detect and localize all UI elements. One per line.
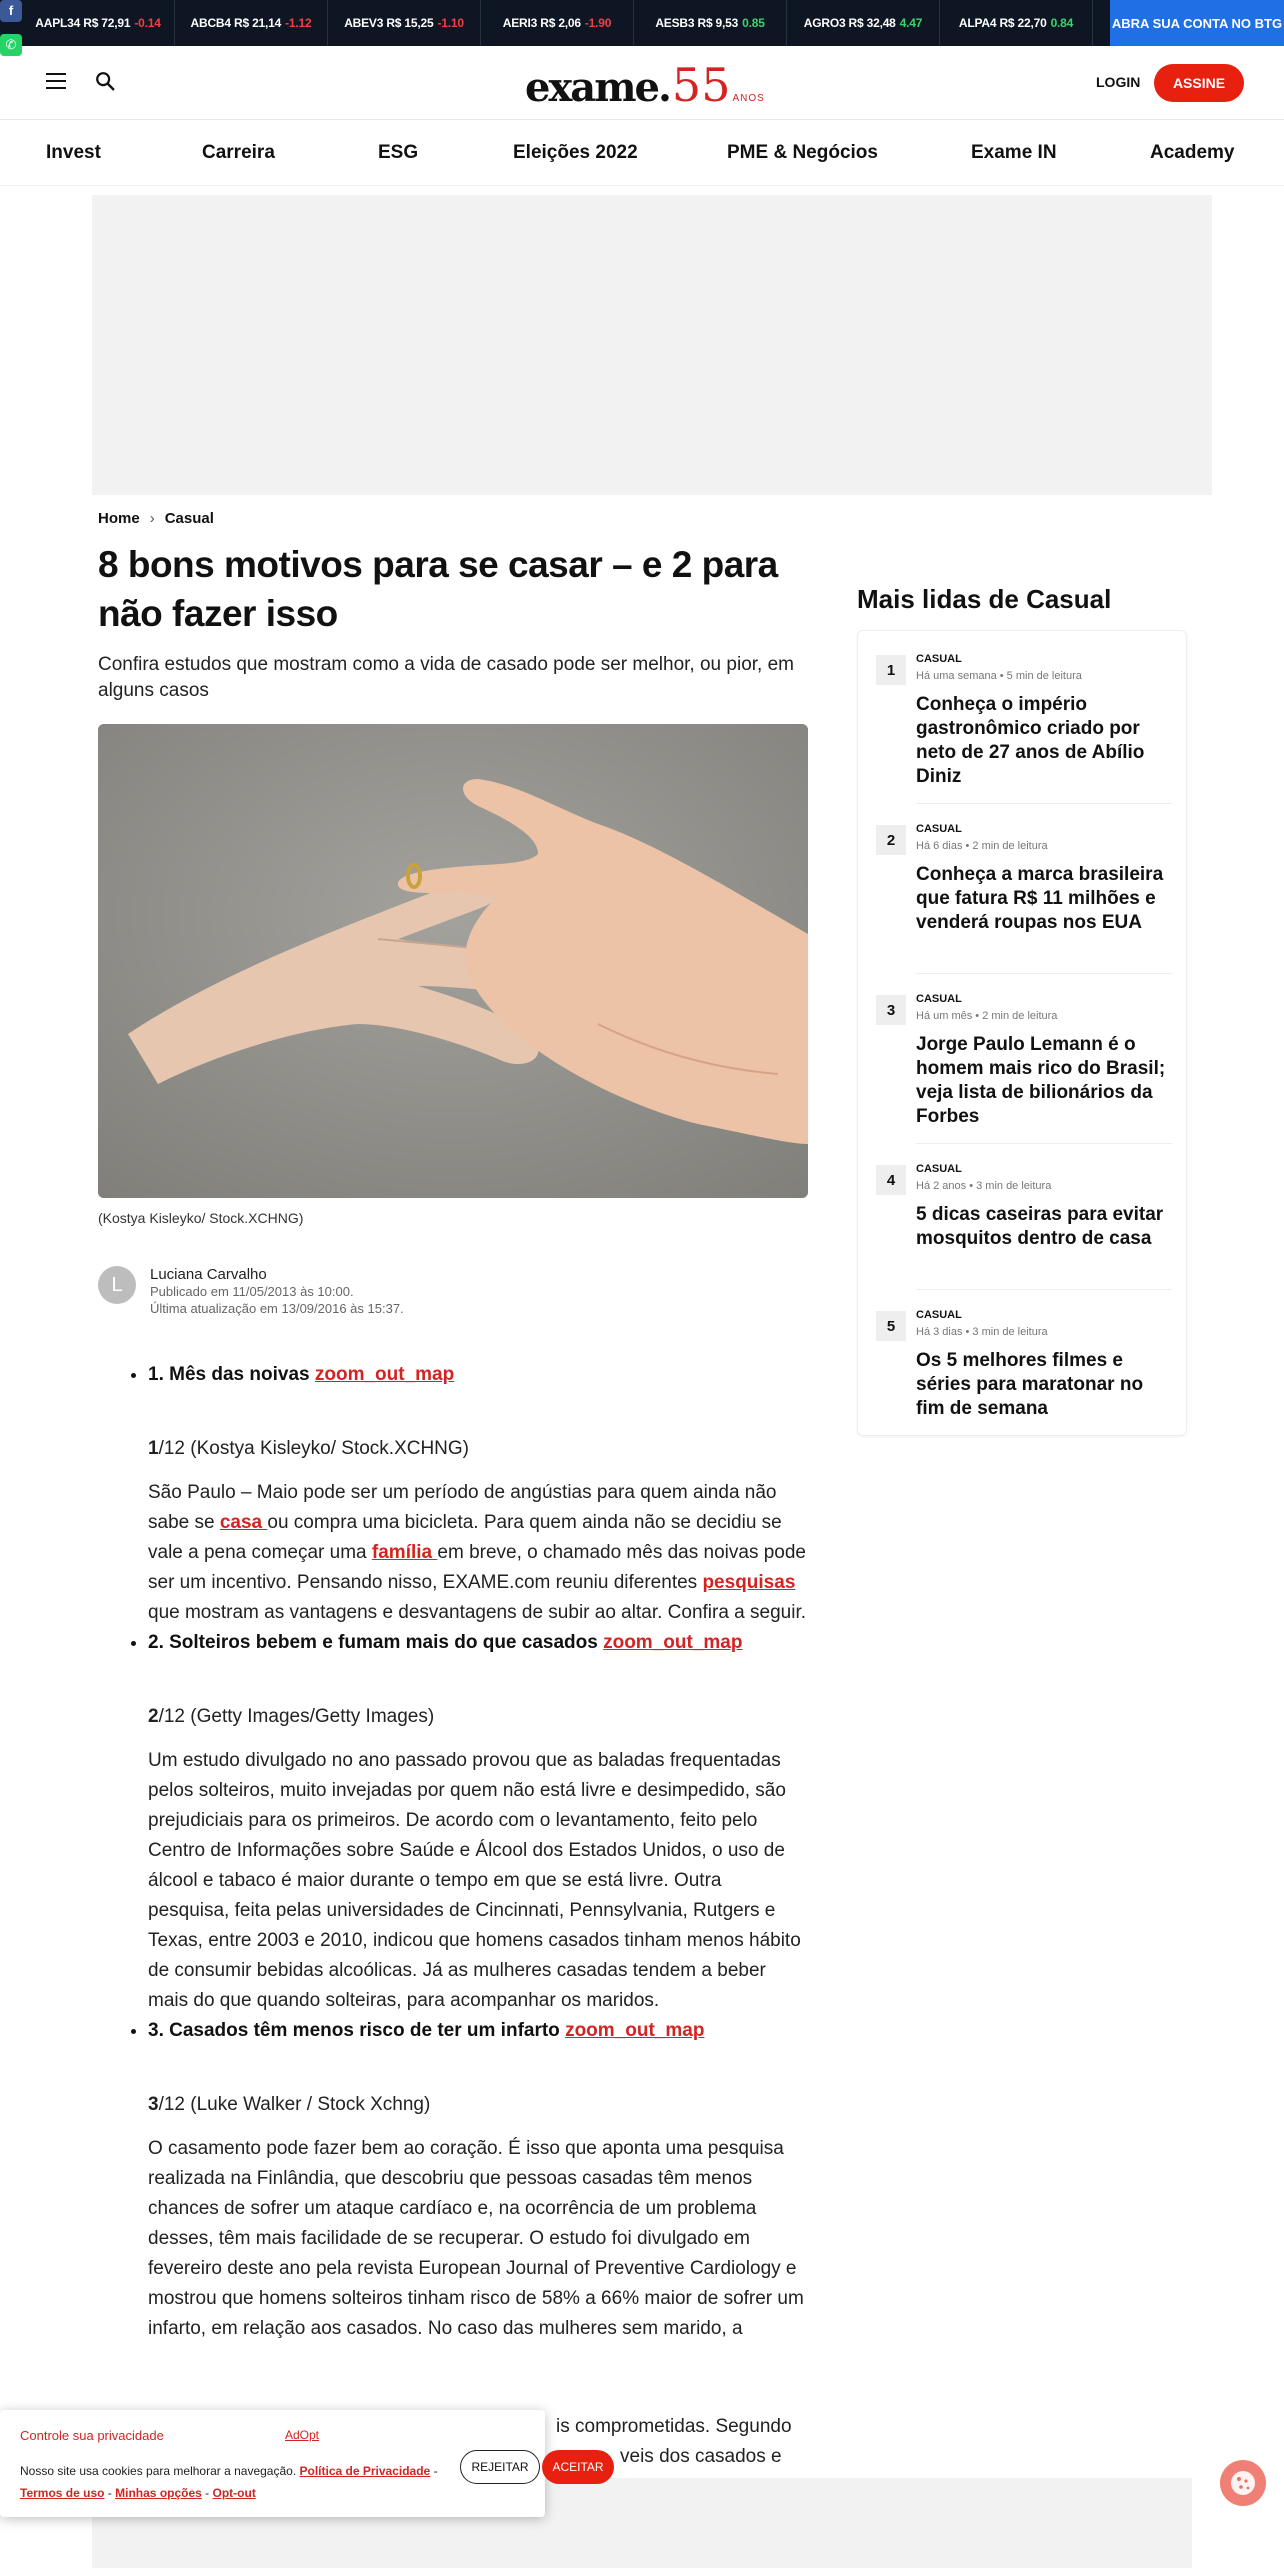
item-category: CASUAL bbox=[916, 1309, 962, 1321]
hamburger-menu-icon[interactable] bbox=[46, 73, 66, 91]
item-category: CASUAL bbox=[916, 993, 962, 1005]
article-body bbox=[98, 1360, 808, 2344]
subscribe-button[interactable]: ASSINE bbox=[1154, 64, 1244, 102]
slide-counter-1: 1/12 (Kostya Kisleyko/ Stock.XCHNG) bbox=[148, 1438, 470, 1459]
author-avatar: L bbox=[98, 1266, 136, 1304]
most-read-list bbox=[857, 630, 1187, 1436]
ticker-symbol: AAPL34 R$ 72,91 bbox=[35, 16, 131, 30]
slide-heading-1: • 1. Mês das noivas zoom_out_map bbox=[148, 1360, 808, 1390]
chevron-right-icon: › bbox=[149, 510, 155, 527]
article-subtitle: Confira estudos que mostram como a vida de casado pode ser melhor, ou pior, em alguns casos bbox=[98, 654, 794, 701]
open-account-button[interactable]: ABRA SUA CONTA NO BTG bbox=[1110, 0, 1284, 46]
sidebar-title: Mais lidas de Casual bbox=[857, 584, 1112, 614]
hero-image bbox=[98, 724, 808, 1198]
rank-badge: 2 bbox=[876, 825, 906, 855]
item-headline[interactable]: Jorge Paulo Lemann é o homem mais rico do Brasil; veja lista de bilionários da Forbes bbox=[916, 1034, 1166, 1127]
item-time: Há uma semana • 5 min de leitura bbox=[916, 670, 1082, 682]
ticker-change: -1.12 bbox=[285, 16, 312, 30]
slide-heading-2: • 2. Solteiros bebem e fumam mais do que casados zoom_out_map bbox=[148, 1628, 808, 1658]
item-category: CASUAL bbox=[916, 823, 962, 835]
whatsapp-icon[interactable]: ✆ bbox=[0, 34, 22, 56]
ticker-symbol: AESB3 R$ 9,53 bbox=[655, 16, 739, 30]
social-share bbox=[0, 0, 22, 52]
main-nav bbox=[0, 120, 1284, 186]
ticker-change: -1.10 bbox=[437, 16, 464, 30]
item-headline[interactable]: Os 5 melhores filmes e séries para maratonar no fim de semana bbox=[916, 1350, 1144, 1419]
terms-link[interactable]: Termos de uso bbox=[20, 2486, 105, 2500]
item-time: Há 3 dias • 3 min de leitura bbox=[916, 1326, 1048, 1338]
exame-logo[interactable] bbox=[525, 58, 765, 112]
nav-academy[interactable]: Academy bbox=[1150, 142, 1235, 163]
privacy-policy-link[interactable]: Política de Privacidade bbox=[299, 2464, 431, 2478]
ticker-symbol: AERI3 R$ 2,06 bbox=[502, 16, 581, 30]
slide-text-3-tail-2: veis dos casados e bbox=[620, 2446, 782, 2467]
image-caption: (Kostya Kisleyko/ Stock.XCHNG) bbox=[98, 1210, 304, 1226]
cookie-title: Controle sua privacidade bbox=[20, 2428, 164, 2443]
ticker-item[interactable] bbox=[634, 0, 787, 46]
reject-cookies-button[interactable]: REJEITAR bbox=[460, 2450, 540, 2484]
published-date: Publicado em 11/05/2013 às 10:00. bbox=[150, 1284, 354, 1299]
cookie-banner bbox=[0, 2410, 604, 2517]
rank-badge: 1 bbox=[876, 655, 906, 685]
nav-pme-negocios[interactable]: PME & Negócios bbox=[727, 142, 878, 163]
zoom-out-map-link[interactable]: zoom_out_map bbox=[603, 1632, 743, 1653]
ticker-list bbox=[22, 0, 1093, 46]
slide-heading-3: • 3. Casados têm menos risco de ter um infarto zoom_out_map bbox=[148, 2016, 808, 2046]
nav-esg[interactable]: ESG bbox=[378, 142, 419, 163]
updated-date: Última atualização em 13/09/2016 às 15:37. bbox=[150, 1301, 404, 1316]
breadcrumb-home[interactable]: Home bbox=[98, 510, 140, 527]
accept-cookies-button[interactable]: ACEITAR bbox=[542, 2450, 614, 2484]
zoom-out-map-link[interactable]: zoom_out_map bbox=[314, 1364, 455, 1385]
ticker-item[interactable] bbox=[940, 0, 1093, 46]
nav-invest[interactable]: Invest bbox=[46, 142, 101, 163]
ticker-symbol: ALPA4 R$ 22,70 bbox=[958, 16, 1047, 30]
ticker-change: 4.47 bbox=[899, 16, 923, 30]
author-name[interactable]: Luciana Carvalho bbox=[150, 1266, 267, 1283]
login-link[interactable]: LOGIN bbox=[1096, 74, 1141, 90]
slide-counter-2: 2/12 (Getty Images/Getty Images) bbox=[148, 1706, 435, 1727]
item-headline[interactable]: Conheça a marca brasileira que fatura R$ 11 milhões e venderá roupas nos EUA bbox=[916, 864, 1164, 933]
article-title: 8 bons motivos para se casar – e 2 para não fazer isso bbox=[98, 544, 778, 634]
slide-text-3-tail-1: is comprometidas. Segundo bbox=[556, 2416, 792, 2437]
stock-ticker bbox=[0, 0, 1284, 52]
adopt-link[interactable]: AdOpt bbox=[285, 2428, 320, 2442]
item-time: Há 2 anos • 3 min de leitura bbox=[916, 1180, 1052, 1192]
ticker-item[interactable] bbox=[175, 0, 328, 46]
facebook-icon[interactable]: f bbox=[0, 0, 22, 22]
link-pesquisas[interactable]: pesquisas bbox=[702, 1572, 796, 1593]
link-familia[interactable]: família bbox=[371, 1542, 438, 1563]
rank-badge: 4 bbox=[876, 1165, 906, 1195]
cookie-settings-icon[interactable] bbox=[1220, 2460, 1266, 2506]
breadcrumb-casual[interactable]: Casual bbox=[164, 510, 214, 527]
nav-eleicoes[interactable]: Eleições 2022 bbox=[513, 142, 638, 163]
item-category: CASUAL bbox=[916, 653, 962, 665]
nav-exame-in[interactable]: Exame IN bbox=[971, 142, 1057, 163]
ticker-symbol: AGRO3 R$ 32,48 bbox=[803, 16, 896, 30]
ticker-change: 0.84 bbox=[1050, 16, 1074, 30]
item-time: Há 6 dias • 2 min de leitura bbox=[916, 840, 1048, 852]
author-block bbox=[98, 1266, 404, 1317]
rank-badge: 3 bbox=[876, 995, 906, 1025]
my-options-link[interactable]: Minhas opções bbox=[115, 2486, 202, 2500]
slide-counter-3: 3/12 (Luke Walker / Stock Xchng) bbox=[148, 2094, 431, 2115]
rank-badge: 5 bbox=[876, 1311, 906, 1341]
slide-text-1: São Paulo – Maio pode ser um período de angústias para quem ainda não sabe se casa ou compra uma bicicleta. Para quem ainda não se decidiu se vale a pena começar uma família em breve, o chamado mês das noivas pode ser um incentivo. Pensando nisso, EXAME.com reuniu diferentes pesquisas que mostram as vantagens e desvantagens de subir ao altar. Confira a seguir. bbox=[148, 1482, 807, 1623]
link-casa[interactable]: casa bbox=[219, 1512, 268, 1533]
slide-text-3: O casamento pode fazer bem ao coração. É isso que aponta uma pesquisa realizada na Finlândia, que descobriu que pessoas casadas têm menos chances de sofrer um ataque cardíaco e, na ocorrência de um problema desses, têm mais facilidade de se recuperar. O estudo foi divulgado em fevereiro deste ano pela revista European Journal of Preventive Cardiology e mostrou que homens solteiros tinham risco de 58% a 66% maior de sofrer um infarto, em relação aos casados. No caso das mulheres sem marido, a bbox=[148, 2138, 804, 2339]
site-header bbox=[0, 46, 1284, 120]
item-headline[interactable]: Conheça o império gastronômico criado por neto de 27 anos de Abílio Diniz bbox=[916, 694, 1145, 787]
ticker-change: -1.90 bbox=[584, 16, 612, 30]
opt-out-link[interactable]: Opt-out bbox=[212, 2486, 256, 2500]
item-headline[interactable]: 5 dicas caseiras para evitar mosquitos dentro de casa bbox=[916, 1204, 1164, 1249]
logo-55: 55 bbox=[671, 58, 731, 112]
item-category: CASUAL bbox=[916, 1163, 962, 1175]
cookie-text: Nosso site usa cookies para melhorar a navegação. Política de Privacidade - Termos de uso - Minhas opções - Opt-out bbox=[20, 2464, 438, 2500]
ticker-change: -0.14 bbox=[134, 16, 161, 30]
ticker-item[interactable] bbox=[328, 0, 481, 46]
logo-anos: ANOS bbox=[732, 93, 765, 104]
search-icon[interactable] bbox=[94, 70, 116, 92]
nav-carreira[interactable]: Carreira bbox=[202, 142, 275, 163]
slide-text-2: Um estudo divulgado no ano passado provou que as baladas frequentadas pelos solteiros, muito invejadas por quem não está livre e desimpedido, são prejudiciais para os primeiros. De acordo com o levantamento, feito pelo Centro de Informações sobre Saúde e Álcool dos Estados Unidos, o uso de álcool e tabaco é maior durante o tempo em que se está livre. Outra pesquisa, feita pelas universidades de Cincinnati, Pennsylvania, Rutgers e Texas, entre 2003 e 2010, indicou que homens casados tinham menos hábito de consumir bebidas alcoólicas. Já as mulheres casadas tendem a beber mais do que quando solteiras, para acompanhar os maridos. bbox=[148, 1750, 801, 2011]
zoom-out-map-link[interactable]: zoom_out_map bbox=[565, 2020, 705, 2041]
ticker-symbol: ABCB4 R$ 21,14 bbox=[190, 16, 282, 30]
ticker-change: 0.85 bbox=[742, 16, 765, 30]
ticker-item[interactable] bbox=[22, 0, 175, 46]
logo-word: exame. bbox=[525, 64, 670, 111]
ticker-item[interactable] bbox=[481, 0, 634, 46]
item-time: Há um mês • 2 min de leitura bbox=[916, 1010, 1058, 1022]
breadcrumb bbox=[98, 510, 214, 527]
ad-slot-top bbox=[92, 195, 1212, 495]
ticker-symbol: ABEV3 R$ 15,25 bbox=[344, 16, 434, 30]
ticker-item[interactable] bbox=[787, 0, 940, 46]
